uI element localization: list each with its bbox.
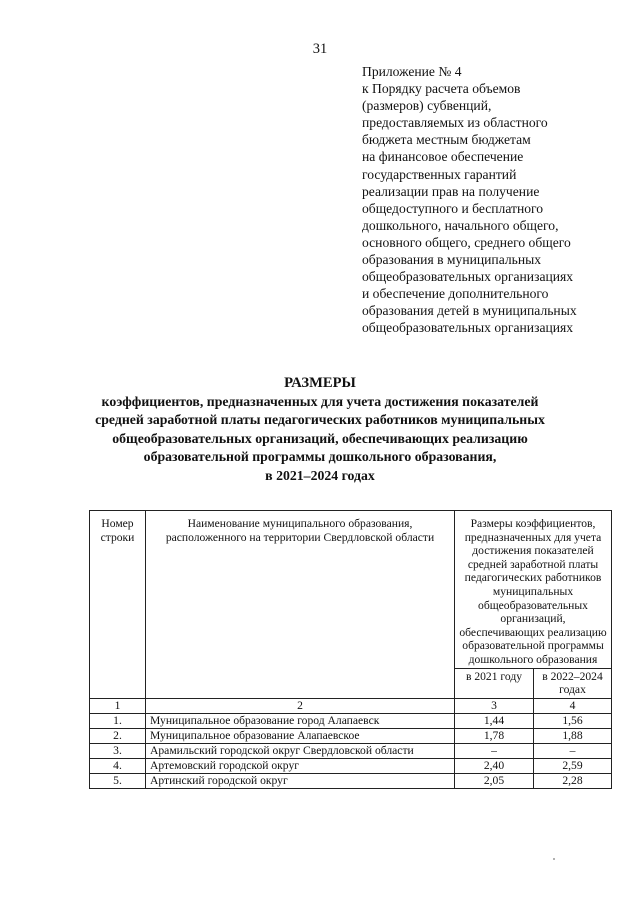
appendix-line: к Порядку расчета объемов	[362, 81, 521, 97]
table-row	[90, 728, 612, 743]
appendix-line: общедоступного и бесплатного	[362, 200, 544, 216]
column-number: 1	[90, 698, 146, 713]
appendix-line: и обеспечение дополнительного	[362, 286, 549, 302]
column-number-row	[90, 698, 612, 713]
table-row	[90, 743, 612, 758]
appendix-line: (размеров) субвенций,	[362, 98, 492, 114]
header-year-2021: в 2021 году	[455, 668, 534, 698]
column-number: 3	[455, 698, 534, 713]
coefficients-table	[89, 510, 612, 789]
row-number-cell: 3.	[90, 743, 146, 758]
municipality-name-cell: Артемовский городской округ	[146, 758, 455, 773]
document-heading	[0, 374, 640, 486]
value-2022-2024-cell: 2,59	[534, 758, 612, 773]
table-row	[90, 713, 612, 728]
page-number: 31	[312, 41, 328, 57]
appendix-line: основного общего, среднего общего	[362, 234, 571, 250]
municipality-name-cell: Муниципальное образование город Алапаевск	[146, 713, 455, 728]
value-2021-cell: 1,78	[455, 728, 534, 743]
appendix-line: бюджета местным бюджетам	[362, 132, 531, 148]
appendix-line: реализации прав на получение	[362, 183, 540, 199]
value-2021-cell: –	[455, 743, 534, 758]
column-number: 2	[146, 698, 455, 713]
value-2021-cell: 2,40	[455, 758, 534, 773]
header-name: Наименование муниципального образования, расположенного на территории Свердловской области	[146, 511, 455, 699]
appendix-line: образования в муниципальных	[362, 252, 542, 268]
municipality-name-cell: Арамильский городской округ Свердловской области	[146, 743, 455, 758]
value-2022-2024-cell: 2,28	[534, 773, 612, 788]
table-row	[90, 773, 612, 788]
header-year-2022-2024: в 2022–2024 годах	[534, 668, 612, 698]
header-row-number: Номер строки	[90, 511, 146, 699]
appendix-block	[362, 63, 622, 337]
heading-line: коэффициентов, предназначенных для учета достижения показателей	[101, 393, 539, 409]
appendix-line: образования детей в муниципальных	[362, 303, 577, 319]
heading-line: образовательной программы дошкольного образования,	[143, 449, 497, 465]
table-row	[90, 758, 612, 773]
value-2022-2024-cell: –	[534, 743, 612, 758]
appendix-line: общеобразовательных организациях	[362, 269, 574, 285]
value-2021-cell: 1,44	[455, 713, 534, 728]
appendix-line: на финансовое обеспечение	[362, 149, 524, 165]
appendix-line: предоставляемых из областного	[362, 115, 548, 131]
row-number-cell: 4.	[90, 758, 146, 773]
column-number: 4	[534, 698, 612, 713]
municipality-name-cell: Муниципальное образование Алапаевское	[146, 728, 455, 743]
value-2022-2024-cell: 1,88	[534, 728, 612, 743]
heading-title: РАЗМЕРЫ	[284, 375, 356, 391]
appendix-line: Приложение № 4	[362, 64, 462, 79]
heading-line: общеобразовательных организаций, обеспечивающих реализацию	[112, 430, 528, 446]
appendix-line: государственных гарантий	[362, 166, 517, 182]
heading-line: в 2021–2024 годах	[265, 467, 375, 483]
scan-speck	[553, 858, 555, 860]
value-2021-cell: 2,05	[455, 773, 534, 788]
table-header-row	[90, 511, 612, 669]
row-number-cell: 5.	[90, 773, 146, 788]
header-sizes: Размеры коэффициентов, предназначенных для учета достижения показателей средней заработной платы педагогических работников муниципальных общеобразовательных организаций, обеспечивающих реализацию образовательной программы дошкольного образования	[455, 511, 612, 669]
row-number-cell: 2.	[90, 728, 146, 743]
heading-line: средней заработной платы педагогических работников муниципальных	[95, 412, 545, 428]
appendix-line: дошкольного, начального общего,	[362, 217, 559, 233]
row-number-cell: 1.	[90, 713, 146, 728]
municipality-name-cell: Артинский городской округ	[146, 773, 455, 788]
value-2022-2024-cell: 1,56	[534, 713, 612, 728]
appendix-line: общеобразовательных организациях	[362, 320, 574, 336]
